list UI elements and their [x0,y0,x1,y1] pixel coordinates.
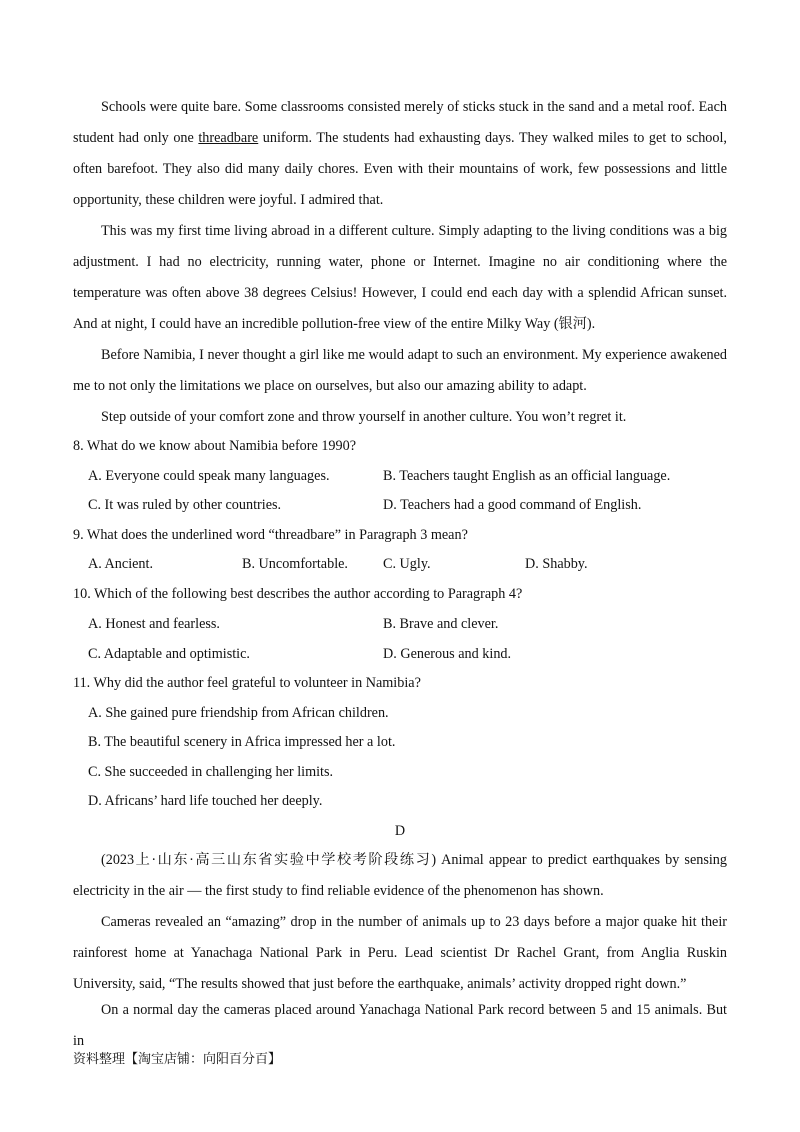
question-8-option-d[interactable]: D. Teachers had a good command of English. [383,497,642,513]
paragraph-text: Schools were quite bare. Some classrooms consisted merely of sticks stuck in the sand and a metal roof. Each student had only one [73,99,727,146]
question-11-option-b[interactable]: B. The beautiful scenery in Africa impressed her a lot. [88,734,396,750]
question-10-option-a[interactable]: A. Honest and fearless. [88,616,220,632]
question-8-option-a[interactable]: A. Everyone could speak many languages. [88,468,330,484]
question-11-option-d[interactable]: D. Africans’ hard life touched her deeply. [88,793,323,809]
paragraph-comfort-zone: Step outside of your comfort zone and throw yourself in another culture. You won’t regret it. [101,409,627,425]
section-d-heading: D [394,823,406,839]
question-9-option-d[interactable]: D. Shabby. [525,556,588,572]
question-11-option-c[interactable]: C. She succeeded in challenging her limits. [88,764,334,780]
question-9-option-a[interactable]: A. Ancient. [88,556,154,572]
section-d-paragraph-1: (2023上·山东·高三山东省实验中学校考阶段练习) Animal appear to predict earthquakes by sensing electricity in the air — the first study to find reliable evidence of the phenomenon has shown. [73,852,727,899]
underlined-word: threadbare [198,130,259,146]
question-11-option-a[interactable]: A. She gained pure friendship from African children. [88,705,389,721]
question-9-option-c[interactable]: C. Ugly. [383,556,431,572]
question-10-stem: 10. Which of the following best describes the author according to Paragraph 4? [73,586,523,602]
footer-note: 资料整理【淘宝店铺：向阳百分百】 [73,1052,282,1067]
question-9-stem: 9. What does the underlined word “threadbare” in Paragraph 3 mean? [73,527,468,543]
paragraph-text: uniform. The students had exhausting days. They walked miles to get to school, often barefoot. They also did many daily chores. Even with their mountains of work, few possessions and little opportunity, these children were joyful. I admired that. [73,130,727,208]
question-10-option-d[interactable]: D. Generous and kind. [383,646,512,662]
question-8-stem: 8. What do we know about Namibia before 1990? [73,438,357,454]
question-8-option-b[interactable]: B. Teachers taught English as an official language. [383,468,671,484]
section-d-paragraph-3: On a normal day the cameras placed around Yanachaga National Park record between 5 and 15 animals. But in [73,1002,727,1049]
question-9-option-b[interactable]: B. Uncomfortable. [242,556,348,572]
question-11-stem: 11. Why did the author feel grateful to volunteer in Namibia? [73,675,421,691]
paragraph-namibia: Before Namibia, I never thought a girl like me would adapt to such an environment. My experience awakened me to not only the limitations we place on ourselves, but also our amazing ability to adapt. [73,347,727,394]
paragraph-schools [73,92,727,216]
section-d-paragraph-2: Cameras revealed an “amazing” drop in the number of animals up to 23 days before a major quake hit their rainforest home at Yanachaga National Park in Peru. Lead scientist Dr Rachel Grant, from Anglia Ruskin University, said, “The results showed that just before the earthquake, animals’ activity dropped right down.” [73,914,727,992]
paragraph-culture: This was my first time living abroad in a different culture. Simply adapting to the living conditions was a big adjustment. I had no electricity, running water, phone or Internet. Imagine no air conditioning where the temperature was often above 38 degrees Celsius! However, I could end each day with a splendid African sunset. And at night, I could have an incredible pollution-free view of the entire Milky Way (银河). [73,223,727,332]
question-10-option-b[interactable]: B. Brave and clever. [383,616,499,632]
question-10-option-c[interactable]: C. Adaptable and optimistic. [88,646,250,662]
question-8-option-c[interactable]: C. It was ruled by other countries. [88,497,282,513]
